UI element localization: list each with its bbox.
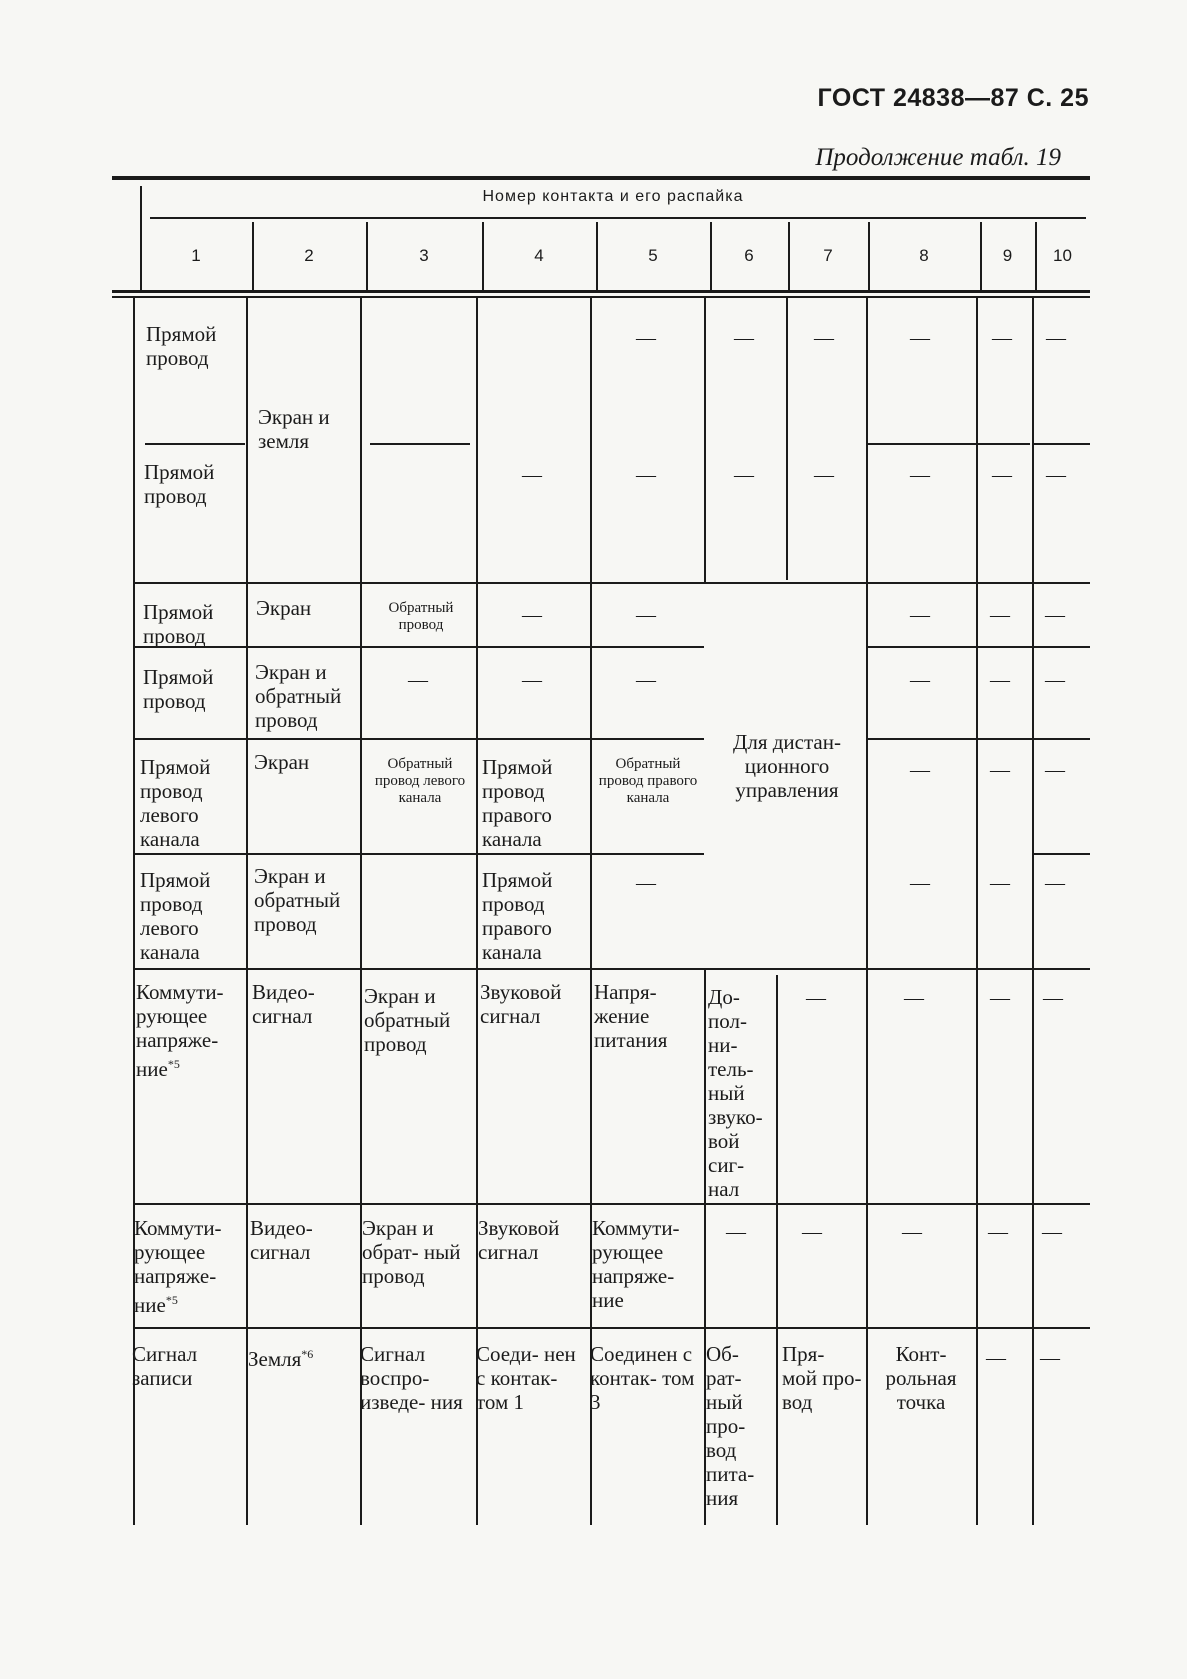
cell-r4c2: Экран и обратный провод <box>255 660 342 732</box>
cell-r7c6: До- пол- ни- тель- ный звуко- вой сиг- нал <box>708 985 763 1201</box>
col-line-1-2 <box>246 298 248 1525</box>
cell-r5c4: Прямой провод правого канала <box>482 755 553 851</box>
dash: — <box>1046 327 1066 349</box>
dash: — <box>636 669 656 691</box>
cell-r5c3: Обратный провод левого канала <box>374 756 466 806</box>
row-rule <box>133 738 704 740</box>
dash: — <box>734 327 754 349</box>
cell-r6c4: Прямой провод правого канала <box>482 868 553 964</box>
col-line-9-10 <box>1032 298 1034 1525</box>
dash: — <box>910 872 930 894</box>
cell-r3c1: Прямой провод <box>143 600 214 648</box>
dash: — <box>1045 872 1065 894</box>
dash: — <box>1042 1221 1062 1243</box>
cell-r8c3: Экран и обрат- ный провод <box>362 1216 461 1288</box>
col-line-5-6 <box>704 298 706 583</box>
cell-r6c2: Экран и обратный провод <box>254 864 341 936</box>
cell-remote-control: Для дистан- ционного управления <box>733 730 841 802</box>
dash: — <box>910 464 930 486</box>
row-rule <box>1034 443 1090 445</box>
col-line-6-7 <box>776 975 778 1525</box>
row-rule <box>866 646 1090 648</box>
dash: — <box>1045 669 1065 691</box>
dash: — <box>990 669 1010 691</box>
dash: — <box>814 464 834 486</box>
cell-r3c3: Обратный провод <box>388 600 454 633</box>
cell-r9c3: Сигнал воспро- изведе- ния <box>360 1342 463 1414</box>
dash: — <box>910 604 930 626</box>
col-line-8-9 <box>976 298 978 1525</box>
column-number: 3 <box>419 246 429 265</box>
cell-r7c5: Напря- жение питания <box>594 980 668 1052</box>
row-rule <box>133 968 1090 970</box>
dash: — <box>988 1221 1008 1243</box>
row-rule <box>145 443 245 445</box>
column-number: 7 <box>823 246 833 265</box>
dash: — <box>986 1347 1006 1369</box>
cell-r5c5: Обратный провод правого канала <box>598 756 698 806</box>
row-rule <box>133 1203 1090 1205</box>
column-number: 2 <box>304 246 314 265</box>
cell-r12c2: Экран и земля <box>258 405 330 453</box>
cell-r9c1: Сигнал записи <box>132 1342 198 1390</box>
cell-r4c1: Прямой провод <box>143 665 214 713</box>
column-number: 9 <box>1002 246 1013 265</box>
dash: — <box>992 327 1012 349</box>
cell-r1c1: Прямой провод <box>146 322 217 370</box>
column-number: 10 <box>1053 246 1072 265</box>
cell-r7c2: Видео- сигнал <box>252 980 315 1028</box>
col-line-left <box>133 298 135 1525</box>
cell-r5c2: Экран <box>254 750 310 774</box>
cell-r8c4: Звуковой сигнал <box>478 1216 560 1264</box>
dash: — <box>814 327 834 349</box>
cell-r9c2 <box>248 1342 356 1371</box>
dash: — <box>902 1221 922 1243</box>
dash: — <box>726 1221 746 1243</box>
col-line-left <box>140 186 142 292</box>
cell-r8c2: Видео- сигнал <box>250 1216 313 1264</box>
cell-r6c1: Прямой провод левого канала <box>140 868 211 964</box>
dash: — <box>990 604 1010 626</box>
dash: — <box>990 987 1010 1009</box>
cell-r9c6: Об- рат- ный про- вод пита- ния <box>706 1342 755 1510</box>
dash: — <box>734 464 754 486</box>
footnote-mark: *6 <box>301 1347 314 1361</box>
dash: — <box>1046 464 1066 486</box>
column-number: 5 <box>648 246 658 265</box>
dash: — <box>992 464 1012 486</box>
dash: — <box>408 669 428 691</box>
dash: — <box>1040 1347 1060 1369</box>
row-rule <box>133 582 1090 584</box>
cell-r7c1 <box>136 980 244 1081</box>
col-line-6-7 <box>786 298 788 580</box>
cell-r9c7: Пря- мой про- вод <box>782 1342 862 1414</box>
header-rule <box>112 296 1090 298</box>
row-rule <box>133 1327 1090 1329</box>
dash: — <box>990 759 1010 781</box>
group-rule <box>150 217 1086 219</box>
dash: — <box>910 759 930 781</box>
row-rule <box>133 853 704 855</box>
col-line-4-5 <box>590 298 592 1525</box>
dash: — <box>522 604 542 626</box>
column-number: 6 <box>744 246 754 265</box>
dash: — <box>636 464 656 486</box>
group-title: Номер контакта и его распайка <box>482 188 744 205</box>
table-top-rule <box>112 176 1090 180</box>
continuation-caption: Продолжение табл. 19 <box>815 144 1061 171</box>
cell-r7c3: Экран и обратный провод <box>364 984 451 1056</box>
cell-r5c1: Прямой провод левого канала <box>140 755 211 851</box>
cell-r9c5: Соединен с контак- том 3 <box>590 1342 695 1414</box>
dash: — <box>1045 759 1065 781</box>
footnote-mark: *5 <box>167 1057 180 1071</box>
dash: — <box>904 987 924 1009</box>
cell-r9c4: Соеди- нен с контак- том 1 <box>476 1342 576 1414</box>
cell-r8c5: Коммути- рующее напряже- ние <box>592 1216 680 1312</box>
dash: — <box>522 669 542 691</box>
cell-r9c8: Конт- рольная точка <box>885 1342 957 1414</box>
dash: — <box>802 1221 822 1243</box>
row-rule <box>866 738 1090 740</box>
column-number: 8 <box>919 246 929 265</box>
cell-r7c4: Звуковой сигнал <box>480 980 562 1028</box>
dash: — <box>522 464 542 486</box>
cell-r8c1 <box>134 1216 242 1317</box>
dash: — <box>636 872 656 894</box>
cell-r3c2: Экран <box>256 596 312 620</box>
cell-r9c2-text: Земля <box>248 1347 302 1371</box>
row-rule <box>1034 853 1090 855</box>
row-rule <box>978 443 1030 445</box>
dash: — <box>1043 987 1063 1009</box>
col-line-3-4 <box>476 298 478 1525</box>
cell-r2c1: Прямой провод <box>144 460 215 508</box>
dash: — <box>806 987 826 1009</box>
row-rule <box>866 443 976 445</box>
dash: — <box>1045 604 1065 626</box>
dash: — <box>636 327 656 349</box>
column-number: 4 <box>534 246 544 265</box>
dash: — <box>636 604 656 626</box>
column-number: 1 <box>191 246 201 265</box>
cell-r8c1-text: Коммути- рующее напряже- ние <box>134 1216 222 1317</box>
dash: — <box>990 872 1010 894</box>
col-line-7-8 <box>866 298 868 1525</box>
cell-r7c1-text: Коммути- рующее напряже- ние <box>136 980 224 1081</box>
footnote-mark: *5 <box>165 1293 178 1307</box>
dash: — <box>910 669 930 691</box>
standard-designation: ГОСТ 24838—87 С. 25 <box>817 84 1089 112</box>
col-line-2-3 <box>360 298 362 1525</box>
header-rule <box>112 290 1090 293</box>
dash: — <box>910 327 930 349</box>
row-rule <box>370 443 470 445</box>
